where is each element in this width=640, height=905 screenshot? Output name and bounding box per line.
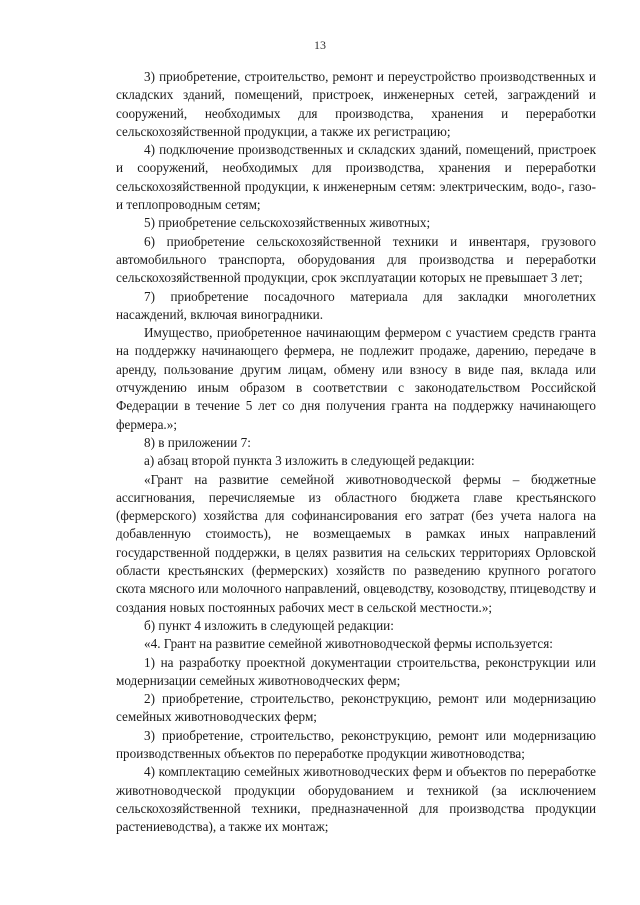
paragraph: 4) подключение производственных и складских зданий, помещений, пристроек и сооружений, необходимых для производства, хранения и переработки сельскохозяйственной продукции, к инженерным сетям: электрическим, водо-, газо- и теплопроводным сетям; [116, 142, 596, 213]
paragraph: «Грант на развитие семейной животноводческой фермы – бюджетные ассигнования, перечисляемые из областного бюджета главе крестьянского (фермерского) хозяйства для софинансирования его затрат (без учета налога на добавленную стоимость), не возмещаемых в рамках иных направлений государственной поддержки, в целях развития на сельских территориях Орловской области крестьянских (фермерских) хозяйств по разведению крупного рогатого скота мясного или молочного направлений, овцеводству, козоводству, птицеводству и создания новых постоянных рабочих мест в сельской местности.»; [116, 471, 596, 615]
paragraph: 3) приобретение, строительство, ремонт и переустройство производственных и складских зданий, помещений, пристроек, инженерных сетей, заграждений и сооружений, необходимых для производства, хранения и переработки сельскохозяйственной продукции, а также их регистрацию; [116, 69, 596, 139]
paragraph: 7) приобретение посадочного материала для закладки многолетних насаждений, включая виноградники. [116, 288, 596, 322]
paragraph: 4) комплектацию семейных животноводческих ферм и объектов по переработке животноводческой продукции оборудованием и техникой (за исключением сельскохозяйственной техники, предназначенной для производства продукции растениеводства), а также их монтаж; [116, 764, 596, 835]
paragraph: 8) в приложении 7: [144, 434, 251, 450]
paragraph: Имущество, приобретенное начинающим фермером с участием средств гранта на поддержку начинающего фермера, не подлежит продаже, дарению, передаче в аренду, пользование другим лицам, обмену или взносу в виде пая, вклада или отчуждению иным образом в соответствии с законодательством Российской Федерации в течение 5 лет со дня получения гранта на поддержку начинающего фермера.»; [116, 325, 596, 432]
page-number: 13 [314, 38, 326, 52]
paragraph: 2) приобретение, строительство, реконструкцию, ремонт или модернизацию семейных животноводческих ферм; [116, 691, 596, 725]
paragraph: «4. Грант на развитие семейной животноводческой фермы используется: [144, 636, 553, 652]
paragraph: 3) приобретение, строительство, реконструкцию, ремонт или модернизацию производственных объектов по переработке продукции животноводства; [116, 727, 596, 761]
paragraph: 1) на разработку проектной документации строительства, реконструкции или модернизации семейных животноводческих ферм; [116, 654, 596, 688]
paragraph: а) абзац второй пункта 3 изложить в следующей редакции: [144, 453, 475, 469]
paragraph: 6) приобретение сельскохозяйственной техники и инвентаря, грузового автомобильного транспорта, оборудования для производства и переработки сельскохозяйственной продукции, срок эксплуатации которых не превышает 3 лет; [116, 233, 596, 286]
document-body [116, 68, 596, 836]
paragraph: б) пункт 4 изложить в следующей редакции: [144, 617, 394, 633]
paragraph: 5) приобретение сельскохозяйственных животных; [144, 215, 431, 231]
